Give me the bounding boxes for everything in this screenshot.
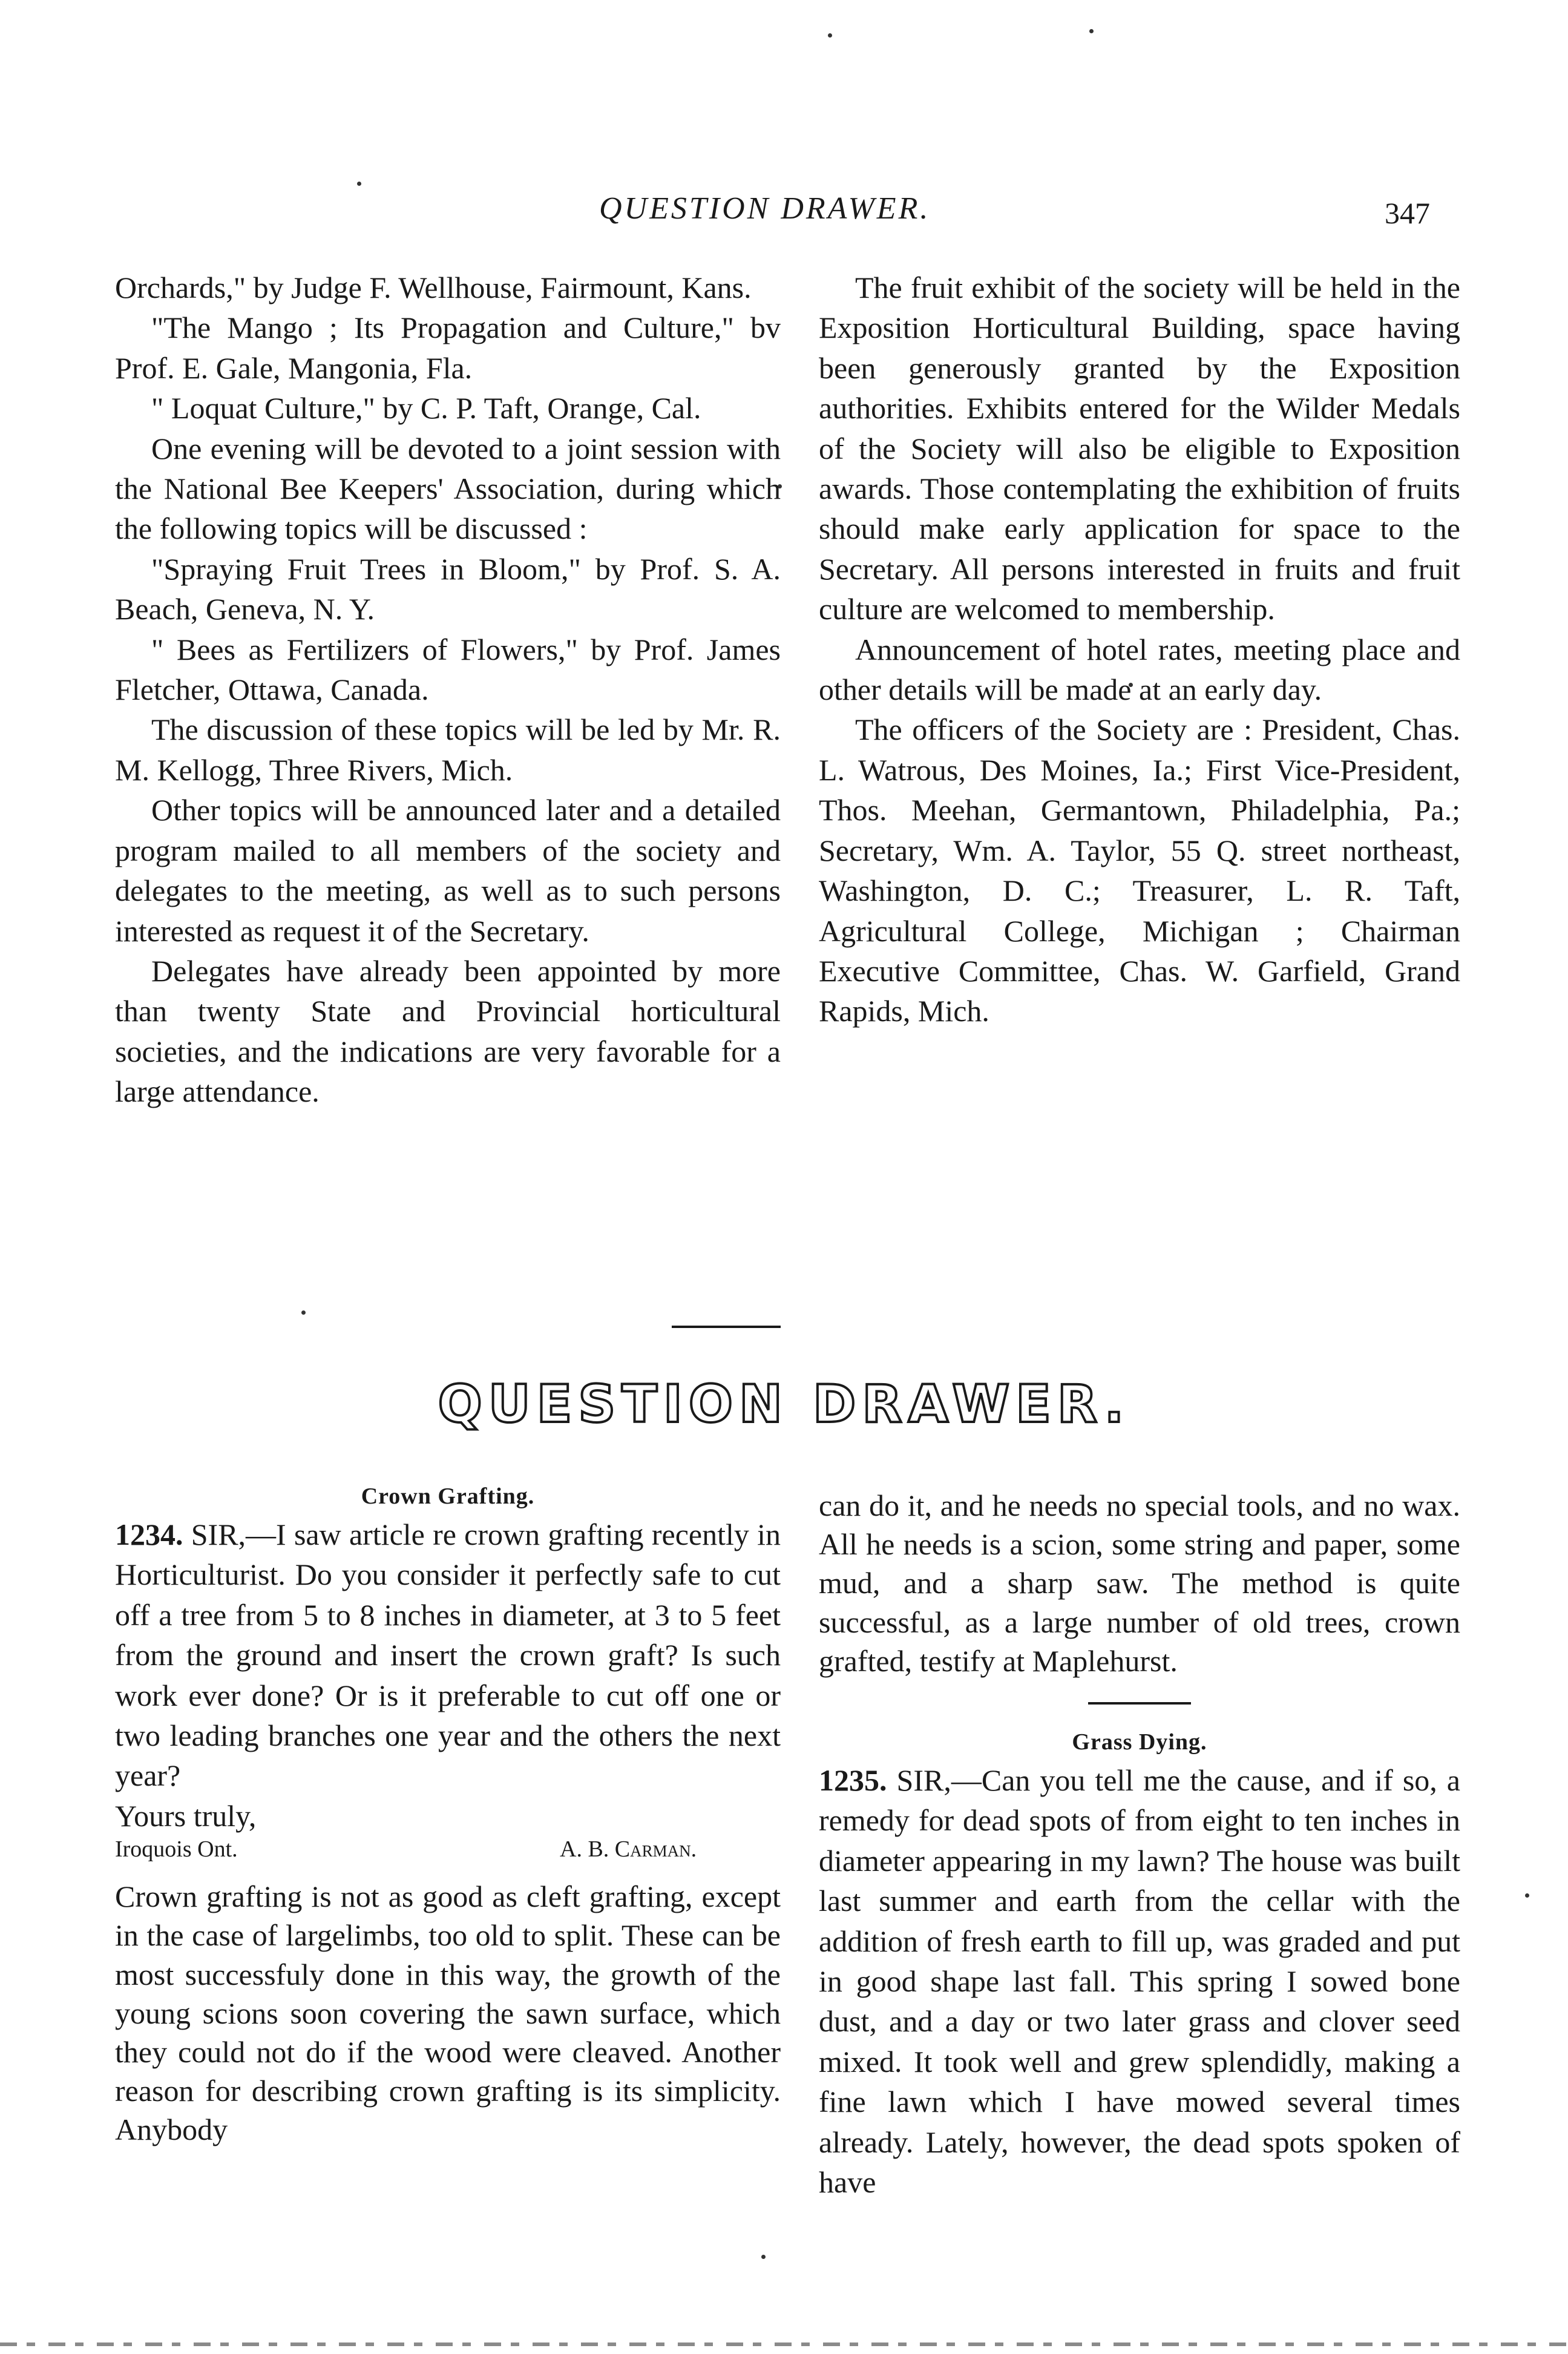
page-edge-noise bbox=[0, 2342, 1568, 2346]
page-header bbox=[0, 191, 1568, 245]
question-number: 1235. bbox=[819, 1763, 887, 1798]
paragraph: One evening will be devoted to a joint session with the National Bee Keepers' Association, during which the following topics will be discussed : bbox=[115, 431, 781, 546]
paragraph: " Loquat Culture," by C. P. Taft, Orange, Cal. bbox=[151, 391, 701, 426]
letter-signature: A. B. Carman. bbox=[560, 1836, 697, 1862]
running-title: QUESTION DRAWER. bbox=[599, 191, 931, 226]
bottom-right-column bbox=[819, 1486, 1460, 2202]
paragraph: Orchards," by Judge F. Wellhouse, Fairmount, Kans. bbox=[115, 271, 752, 304]
print-speck bbox=[1089, 29, 1094, 33]
section-heading: QUESTION DRAWER. bbox=[438, 1374, 1130, 1435]
top-right-column bbox=[819, 268, 1460, 1031]
paragraph: " Bees as Fertilizers of Flowers," by Prof. James Fletcher, Ottawa, Canada. bbox=[115, 632, 781, 707]
paragraph: Announcement of hotel rates, meeting place and other details will be made at an early day. bbox=[819, 632, 1460, 707]
question-title: Crown Grafting. bbox=[361, 1484, 535, 1509]
paragraph: Other topics will be announced later and a detailed program mailed to all members of the society and delegates to the meeting, as well as to such persons interested as request it of the Secretary. bbox=[115, 793, 781, 948]
print-speck bbox=[828, 33, 832, 38]
print-speck bbox=[301, 1310, 306, 1315]
print-speck bbox=[1525, 1893, 1529, 1898]
paragraph: "Spraying Fruit Trees in Bloom," by Prof. S. A. Beach, Geneva, N. Y. bbox=[115, 551, 781, 626]
question-text: SIR,—I saw article re crown grafting recently in Horticulturist. Do you consider it perfectly safe to cut off a tree from 5 to 8 inches in diameter, at 3 to 5 feet from the ground and insert the crown graft? Is such work ever done? Or is it preferable to cut off one or two leading branches one year and the others the next year? bbox=[115, 1517, 781, 1793]
paragraph: The fruit exhibit of the society will be held in the Exposition Horticultural Building, space having been generously granted by the Exposition authorities. Exhibits entered for the Wilder Medals of the Society will also be eligible to Exposition awards. Those contemplating the exhibition of fruits should make early application for space to the Secretary. All persons interested in fruits and fruit culture are welcomed to membership. bbox=[819, 271, 1460, 626]
paragraph: The officers of the Society are : President, Chas. L. Watrous, Des Moines, Ia.; First Vice-President, Thos. Meehan, Germantown, Philadelphia, Pa.; Secretary, Wm. A. Taylor, 55 Q. street northeast, Washington, D. C.; Treasurer, L. R. Taft, Agricultural College, Michigan ; Chairman Executive Committee, Chas. W. Garfield, Grand Rapids, Mich. bbox=[819, 712, 1460, 1028]
top-left-column bbox=[115, 268, 781, 1112]
letter-signature-line bbox=[115, 1836, 781, 1865]
answer bbox=[115, 1877, 781, 2149]
question-letter bbox=[115, 1514, 781, 1796]
print-speck bbox=[357, 182, 361, 186]
question-letter bbox=[819, 1760, 1460, 2202]
question-text: SIR,—Can you tell me the cause, and if so, a remedy for dead spots of from eight to ten inches in diameter appearing in my lawn? The house was built last summer and earth from the cellar with the addition of fresh earth to fill up, was graded and put in good shape last fall. This spring I sowed bone dust, and a day or two later grass and clover seed mixed. It took well and grew splendidly, making a fine lawn which I have mowed several times already. Lately, however, the dead spots spoken of have bbox=[819, 1763, 1461, 2200]
letter-location: Iroquois Ont. bbox=[115, 1836, 238, 1862]
page-number: 347 bbox=[1385, 196, 1430, 230]
section-divider bbox=[672, 1326, 781, 1328]
question-number: 1234. bbox=[115, 1517, 183, 1551]
answer-text: Crown grafting is not as good as cleft grafting, except in the case of largelimbs, too old to split. These can be most successfuly done in this way, the growth of the young scions soon covering the sawn surface, which they could not do if the wood were cleaved. Another reason for describing crown grafting is its simplicity. Anybody bbox=[115, 1879, 781, 2147]
bottom-left-column bbox=[115, 1483, 781, 2149]
answer-continued bbox=[819, 1486, 1460, 1680]
paragraph: Delegates have already been appointed by more than twenty State and Provincial horticultural societies, and the indications are very favorable for a large attendance. bbox=[115, 953, 781, 1109]
letter-closing: Yours truly, bbox=[115, 1798, 257, 1833]
print-speck bbox=[761, 2255, 766, 2259]
paragraph: The discussion of these topics will be led by Mr. R. M. Kellogg, Three Rivers, Mich. bbox=[115, 712, 781, 787]
answer-text: can do it, and he needs no special tools, and no wax. All he needs is a scion, some string and paper, some mud, and a sharp saw. The method is quite successful, as a large number of old trees, crown grafted, testify at Maplehurst. bbox=[819, 1488, 1460, 1678]
question-title: Grass Dying. bbox=[1072, 1729, 1207, 1755]
paragraph: "The Mango ; Its Propagation and Culture," bv Prof. E. Gale, Mangonia, Fla. bbox=[115, 311, 781, 385]
